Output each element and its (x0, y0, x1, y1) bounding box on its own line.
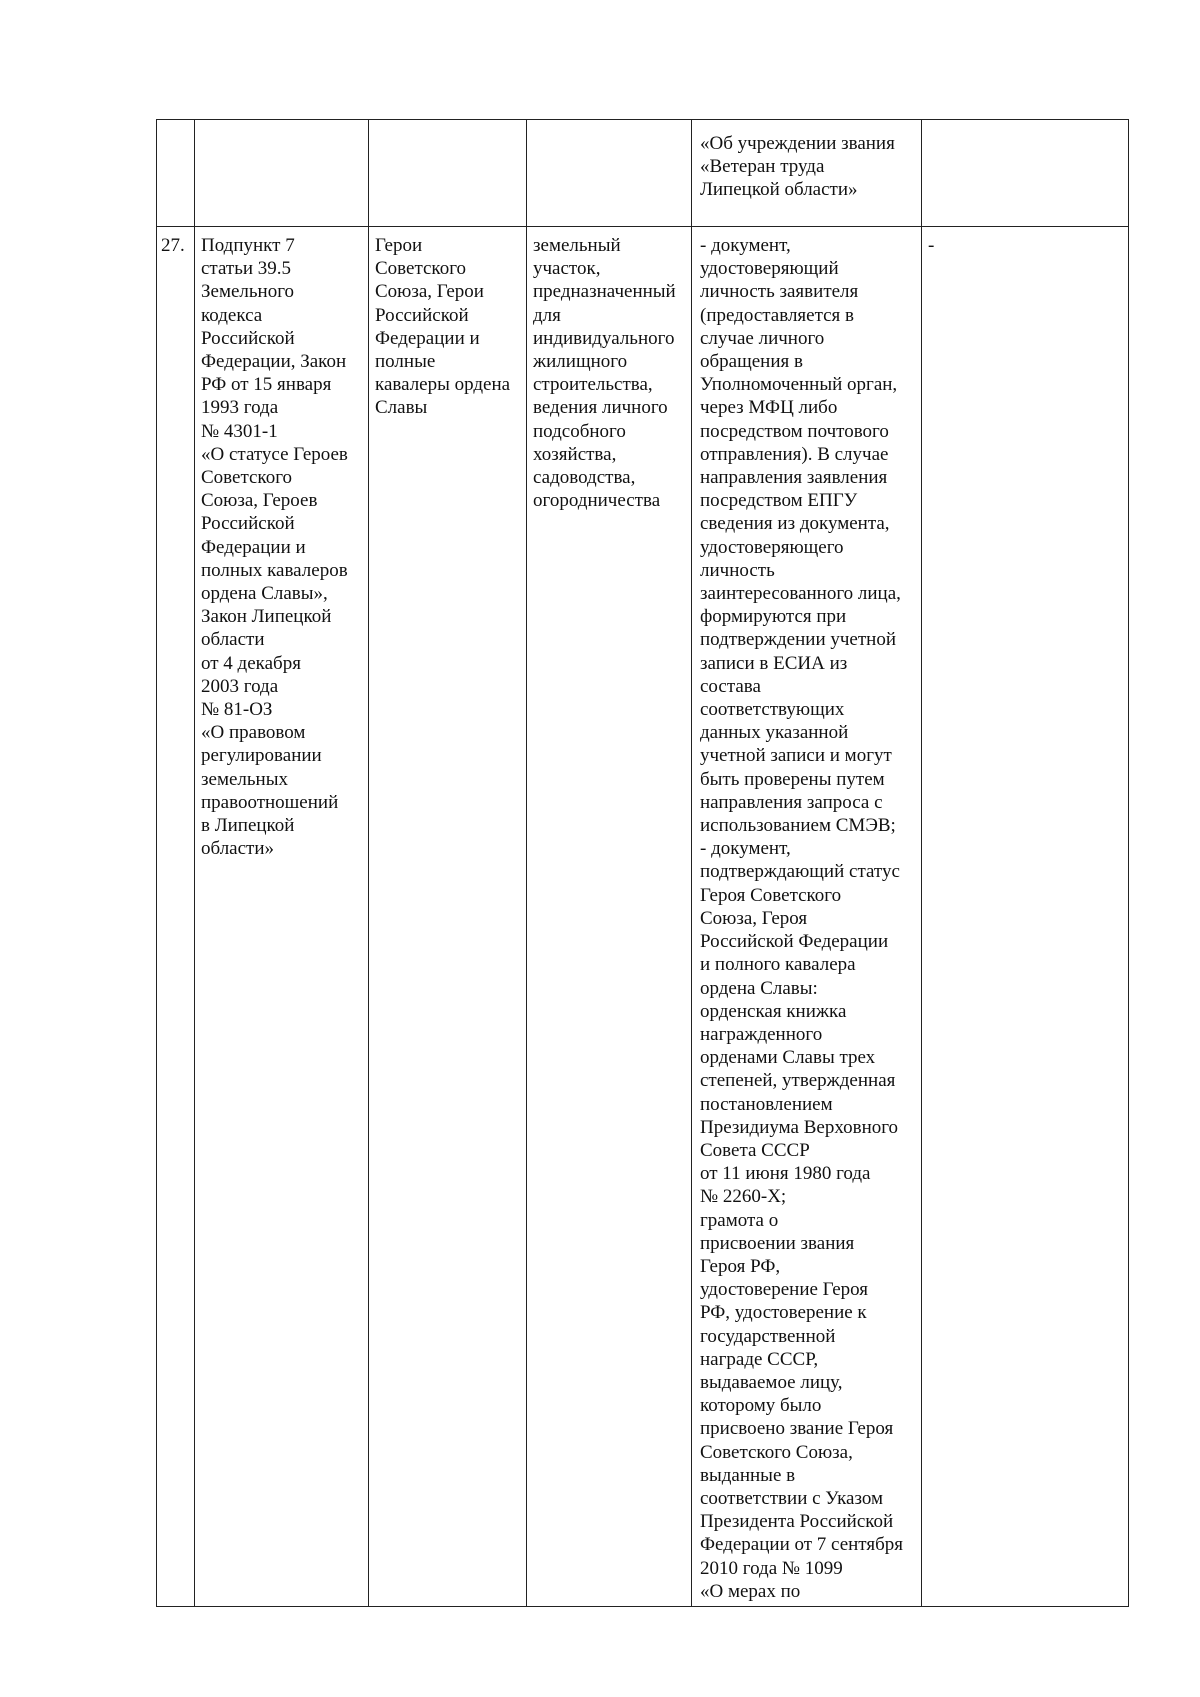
legal-basis-text: Подпункт 7 статьи 39.5 Земельного кодекса Российской Федерации, Закон РФ от 15 января 1993 года № 4301-1 «О статусе Героев Советского Союза, Героев Российской Федерации и полных кавалеров ордена Славы», Закон Липецкой области от 4 декабря 2003 года № 81-ОЗ «О правовом регулировании земельных правоотношений в Липецкой области» (201, 235, 348, 860)
cell-documents (692, 227, 922, 1607)
land-provision-table (156, 119, 1129, 1607)
cell-land-purpose (527, 227, 692, 1607)
cell-number-empty (157, 120, 195, 227)
land-purpose-text: земельный участок, предназначенный для индивидуального жилищного строительства, ведения личного подсобного хозяйства, садоводства, огородничества (533, 235, 676, 512)
table-row-27 (157, 227, 1129, 1607)
cell-legal-basis (195, 227, 369, 1607)
documents-text: - документ, удостоверяющий личность заявителя (предоставляется в случае личного обращения в Уполномоченный орган, через МФЦ либо посредством почтового отправления). В случае направления заявления посредством ЕПГУ сведения из документа, удостоверяющего личность заинтересованного лица, формируются при подтверждении учетной записи в ЕСИА из состава соответствующих данных указанной учетной записи и могут быть проверены путем направления запроса с использованием СМЭВ; - документ, подтверждающий статус Героя Советского Союза, Героя Российской Федерации и полного кавалера ордена Славы: орденская книжка награжденного орденами Славы трех степеней, утвержденная постановлением Президиума Верховного Совета СССР от 11 июня 1980 года № 2260-X; грамота о присвоении звания Героя РФ, удостоверение Героя РФ, удостоверение к государственной награде СССР, выдаваемое лицу, которому было присвоено звание Героя Советского Союза, выданные в соответствии с Указом Президента Российской Федерации от 7 сентября 2010 года № 1099 «О мерах по (700, 235, 903, 1602)
cell-land-purpose-empty (527, 120, 692, 227)
cell-extra (922, 227, 1129, 1607)
cell-category (369, 227, 527, 1607)
cell-category-empty (369, 120, 527, 227)
table-row-continuation (157, 120, 1129, 227)
extra-text: - (928, 235, 935, 256)
cell-documents-continuation (692, 120, 922, 227)
documents-continuation-text: «Об учреждении звания «Ветеран труда Липецкой области» (700, 133, 895, 201)
row-number-text: 27. (161, 235, 185, 256)
cell-extra-empty (922, 120, 1129, 227)
category-text: Герои Советского Союза, Герои Российской Федерации и полные кавалеры ордена Славы (375, 235, 511, 419)
cell-row-number (157, 227, 195, 1607)
cell-legal-basis-empty (195, 120, 369, 227)
